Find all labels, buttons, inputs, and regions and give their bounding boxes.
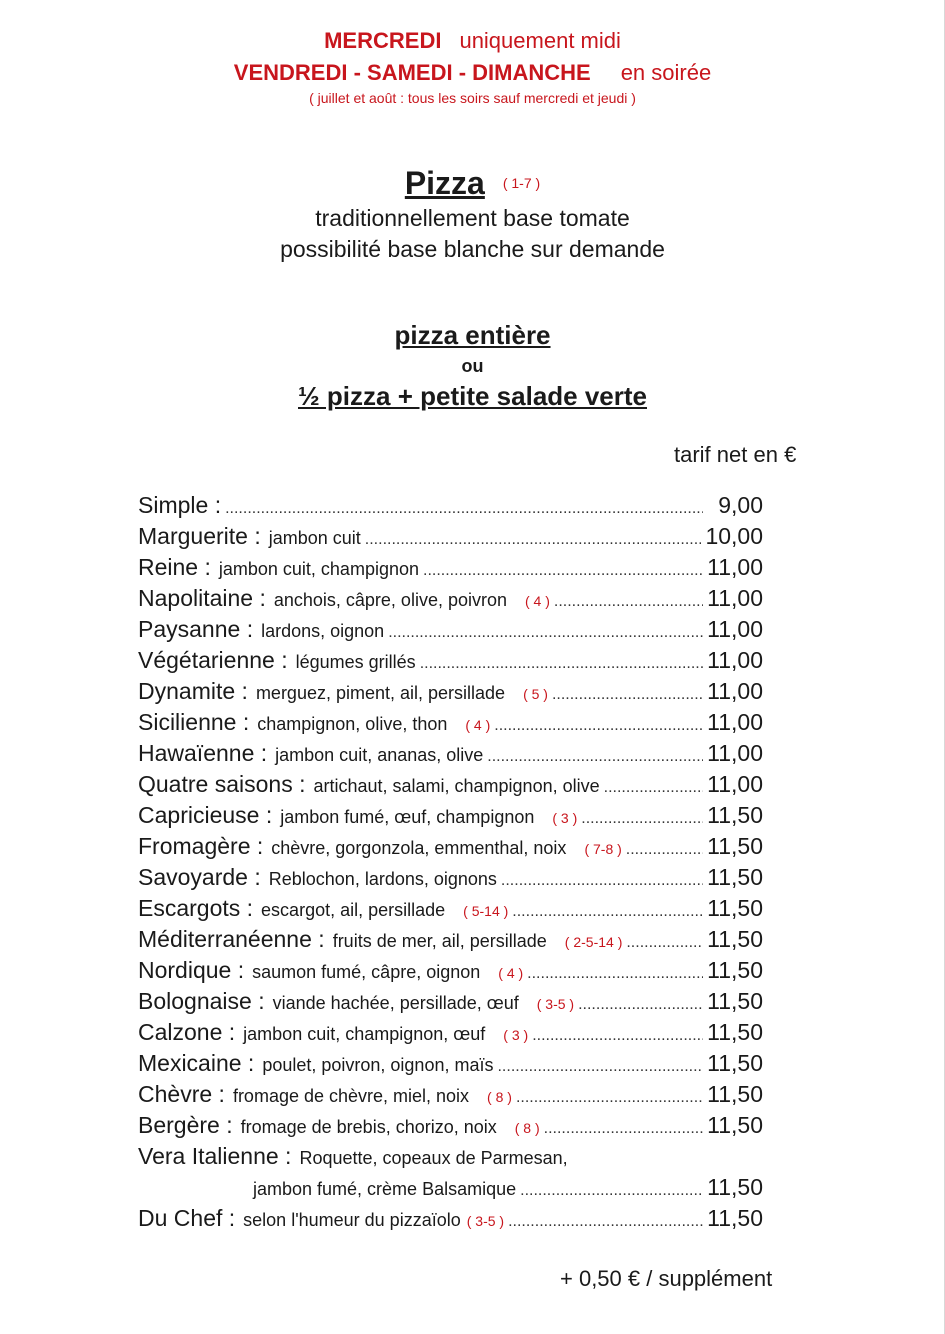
item-description: champignon, olive, thon bbox=[257, 714, 448, 734]
menu-item bbox=[138, 1050, 763, 1081]
item-description: anchois, câpre, olive, poivron bbox=[273, 590, 507, 610]
item-allergens: ( 3-5 ) bbox=[536, 996, 575, 1012]
weekend-note: en soirée bbox=[620, 60, 712, 85]
leader-dots bbox=[487, 748, 703, 766]
item-allergens: ( 5 ) bbox=[523, 686, 548, 702]
option-or: ou bbox=[461, 356, 484, 376]
item-name: Reine : bbox=[138, 554, 211, 580]
item-price: 11,50 bbox=[707, 895, 763, 921]
menu-item bbox=[138, 678, 763, 709]
base-white-note: possibilité base blanche sur demande bbox=[280, 236, 665, 262]
item-description: Roquette, copeaux de Parmesan, bbox=[299, 1148, 568, 1168]
item-description: jambon fumé, crème Balsamique bbox=[253, 1179, 517, 1199]
item-allergens: ( 3 ) bbox=[552, 810, 578, 826]
menu-item bbox=[138, 523, 763, 554]
leader-dots bbox=[527, 965, 703, 983]
leader-dots bbox=[365, 531, 702, 549]
pizza-heading bbox=[0, 165, 945, 202]
item-allergens: ( 3 ) bbox=[503, 1027, 529, 1043]
item-price: 11,50 bbox=[707, 957, 763, 983]
item-price: 11,50 bbox=[707, 864, 763, 890]
leader-dots bbox=[494, 717, 703, 735]
item-name: Vera Italienne : bbox=[138, 1143, 292, 1169]
option-whole-pizza: pizza entière bbox=[394, 320, 551, 350]
item-name: Fromagère : bbox=[138, 833, 264, 859]
menu-item bbox=[138, 1019, 763, 1050]
item-price: 11,50 bbox=[707, 833, 763, 859]
item-price: 11,50 bbox=[707, 1174, 763, 1200]
menu-item bbox=[138, 926, 763, 957]
item-price: 11,00 bbox=[707, 709, 763, 735]
item-allergens: ( 3-5 ) bbox=[466, 1213, 505, 1229]
summer-note: ( juillet et août : tous les soirs sauf mercredi et jeudi ) bbox=[309, 90, 636, 106]
item-name: Dynamite : bbox=[138, 678, 248, 704]
item-price: 11,50 bbox=[707, 1112, 763, 1138]
item-description: chèvre, gorgonzola, emmenthal, noix bbox=[271, 838, 567, 858]
menu-item bbox=[138, 585, 763, 616]
menu-item bbox=[138, 771, 763, 802]
leader-dots bbox=[420, 655, 703, 673]
item-price: 11,00 bbox=[707, 585, 763, 611]
item-description: fruits de mer, ail, persillade bbox=[332, 931, 547, 951]
leader-dots bbox=[552, 686, 703, 704]
days-weekend: VENDREDI - SAMEDI - DIMANCHE bbox=[233, 60, 591, 85]
leader-dots bbox=[497, 1058, 703, 1076]
wednesday-note: uniquement midi bbox=[459, 28, 621, 53]
item-description: fromage de chèvre, miel, noix bbox=[232, 1086, 470, 1106]
item-name: Savoyarde : bbox=[138, 864, 261, 890]
item-description: selon l'humeur du pizzaïolo bbox=[243, 1210, 461, 1230]
item-price: 11,50 bbox=[707, 988, 763, 1014]
item-name: Paysanne : bbox=[138, 616, 254, 642]
item-name: Escargots : bbox=[138, 895, 254, 921]
menu-item-continuation bbox=[138, 1174, 763, 1205]
item-name: Végétarienne : bbox=[138, 647, 288, 673]
menu-item bbox=[138, 988, 763, 1019]
leader-dots bbox=[626, 934, 703, 952]
item-price: 11,00 bbox=[707, 647, 763, 673]
item-price: 11,00 bbox=[707, 554, 763, 580]
item-price: 11,00 bbox=[707, 616, 763, 642]
item-name: Sicilienne : bbox=[138, 709, 250, 735]
item-description: fromage de brebis, chorizo, noix bbox=[240, 1117, 497, 1137]
leader-dots bbox=[554, 593, 703, 611]
item-allergens: ( 8 ) bbox=[514, 1120, 540, 1136]
item-price: 11,50 bbox=[707, 1205, 763, 1231]
menu-item bbox=[138, 895, 763, 926]
item-allergens: ( 5-14 ) bbox=[463, 903, 509, 919]
menu-item bbox=[138, 833, 763, 864]
menu-item bbox=[138, 957, 763, 988]
item-price: 11,00 bbox=[707, 678, 763, 704]
item-description: jambon cuit, champignon, œuf bbox=[243, 1024, 486, 1044]
base-tomato-note: traditionnellement base tomate bbox=[315, 205, 630, 231]
item-allergens: ( 8 ) bbox=[487, 1089, 512, 1105]
day-wednesday: MERCREDI bbox=[324, 28, 442, 53]
item-description: jambon cuit, champignon bbox=[218, 559, 419, 579]
pizza-menu bbox=[138, 492, 763, 1236]
item-description: viande hachée, persillade, œuf bbox=[272, 993, 519, 1013]
menu-item bbox=[138, 864, 763, 895]
item-allergens: ( 4 ) bbox=[498, 965, 524, 981]
item-description: jambon fumé, œuf, champignon bbox=[280, 807, 535, 827]
item-price: 11,00 bbox=[707, 740, 763, 766]
item-name: Capricieuse : bbox=[138, 802, 273, 828]
leader-dots bbox=[520, 1182, 703, 1200]
leader-dots bbox=[501, 872, 703, 890]
leader-dots bbox=[225, 500, 703, 518]
menu-item bbox=[138, 709, 763, 740]
item-description: légumes grillés bbox=[295, 652, 416, 672]
leader-dots bbox=[508, 1213, 703, 1231]
item-name: Bergère : bbox=[138, 1112, 233, 1138]
menu-item bbox=[138, 1205, 763, 1236]
item-name: Méditerranéenne : bbox=[138, 926, 325, 952]
item-name: Bolognaise : bbox=[138, 988, 265, 1014]
hours-line-1 bbox=[0, 28, 945, 54]
leader-dots bbox=[388, 624, 703, 642]
item-name: Simple : bbox=[138, 492, 222, 518]
leader-dots bbox=[578, 996, 703, 1014]
item-price: 11,50 bbox=[707, 802, 763, 828]
item-price: 9,00 bbox=[718, 492, 763, 518]
menu-item bbox=[138, 802, 763, 833]
menu-item bbox=[138, 554, 763, 585]
price-unit-note: tarif net en € bbox=[674, 442, 797, 467]
item-description: Reblochon, lardons, oignons bbox=[268, 869, 497, 889]
option-half-pizza: ½ pizza + petite salade verte bbox=[298, 381, 647, 411]
menu-item bbox=[138, 1112, 763, 1143]
item-allergens: ( 4 ) bbox=[525, 593, 550, 609]
supplement-note: + 0,50 € / supplément bbox=[560, 1266, 773, 1291]
pizza-allergens: ( 1-7 ) bbox=[502, 175, 541, 191]
item-description: merguez, piment, ail, persillade bbox=[255, 683, 506, 703]
hours-line-2 bbox=[0, 60, 945, 86]
item-description: jambon cuit, ananas, olive bbox=[275, 745, 484, 765]
item-price: 11,50 bbox=[707, 1019, 763, 1045]
leader-dots bbox=[532, 1027, 703, 1045]
item-name: Quatre saisons : bbox=[138, 771, 306, 797]
menu-item bbox=[138, 1081, 763, 1112]
item-price: 10,00 bbox=[705, 523, 763, 549]
leader-dots bbox=[516, 1089, 703, 1107]
pizza-title: Pizza bbox=[404, 165, 485, 201]
item-price: 11,50 bbox=[707, 1050, 763, 1076]
item-allergens: ( 4 ) bbox=[465, 717, 491, 733]
item-price: 11,50 bbox=[707, 926, 763, 952]
leader-dots bbox=[423, 562, 703, 580]
menu-item bbox=[138, 647, 763, 678]
item-name: Napolitaine : bbox=[138, 585, 266, 611]
item-description: saumon fumé, câpre, oignon bbox=[252, 962, 481, 982]
leader-dots bbox=[626, 841, 703, 859]
item-name: Calzone : bbox=[138, 1019, 236, 1045]
item-price: 11,00 bbox=[707, 771, 763, 797]
item-name: Du Chef : bbox=[138, 1205, 236, 1231]
menu-item bbox=[138, 492, 763, 523]
item-allergens: ( 7-8 ) bbox=[584, 841, 622, 857]
menu-item bbox=[138, 1143, 763, 1174]
leader-dots bbox=[604, 779, 703, 797]
item-description: escargot, ail, persillade bbox=[261, 900, 446, 920]
item-allergens: ( 2-5-14 ) bbox=[564, 934, 623, 950]
item-name: Marguerite : bbox=[138, 523, 261, 549]
item-description: jambon cuit bbox=[268, 528, 361, 548]
item-description: artichaut, salami, champignon, olive bbox=[313, 776, 600, 796]
leader-dots bbox=[544, 1120, 703, 1138]
item-name: Chèvre : bbox=[138, 1081, 225, 1107]
item-description: lardons, oignon bbox=[261, 621, 385, 641]
menu-item bbox=[138, 616, 763, 647]
leader-dots bbox=[581, 810, 703, 828]
leader-dots bbox=[512, 903, 703, 921]
item-price: 11,50 bbox=[707, 1081, 763, 1107]
item-name: Hawaïenne : bbox=[138, 740, 268, 766]
menu-item bbox=[138, 740, 763, 771]
item-description: poulet, poivron, oignon, maïs bbox=[262, 1055, 494, 1075]
item-name: Mexicaine : bbox=[138, 1050, 255, 1076]
item-name: Nordique : bbox=[138, 957, 245, 983]
